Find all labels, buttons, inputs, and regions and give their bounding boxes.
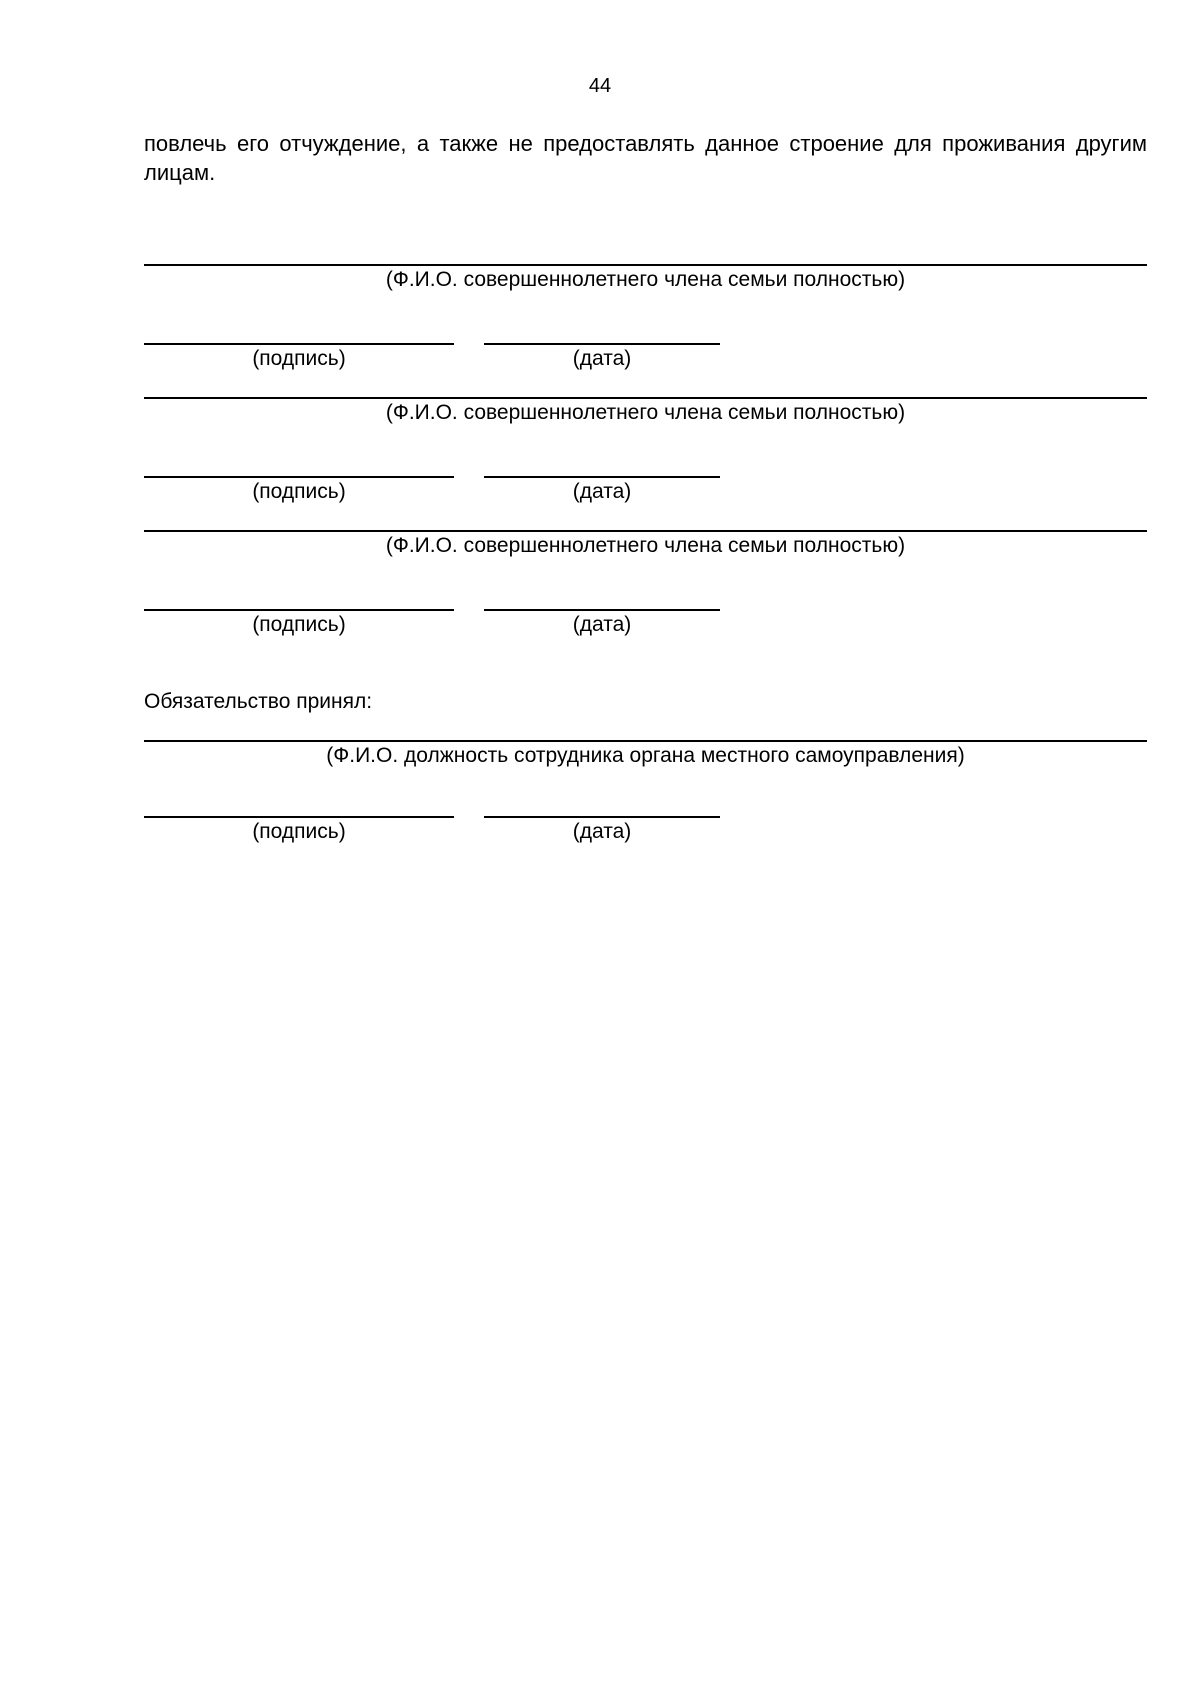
member-signature-row (144, 476, 1147, 536)
date-fill-line[interactable] (484, 609, 720, 611)
name-fill-line[interactable] (144, 397, 1147, 399)
date-field (484, 476, 720, 505)
date-label: (дата) (572, 613, 632, 636)
member-signature-row (144, 609, 1147, 669)
member-name-block (144, 264, 1147, 293)
name-caption: (Ф.И.О. совершеннолетнего члена семьи полностью) (385, 268, 906, 291)
date-fill-line[interactable] (484, 816, 720, 818)
signature-label: (подпись) (252, 480, 346, 503)
page-number: 44 (588, 75, 612, 97)
official-name-fill-line[interactable] (144, 740, 1147, 742)
signature-field (144, 609, 454, 638)
acceptance-heading: Обязательство принял: (144, 690, 373, 713)
official-name-caption: (Ф.И.О. должность сотрудника органа местного самоуправления) (326, 744, 965, 767)
date-fill-line[interactable] (484, 343, 720, 345)
member-name-block (144, 530, 1147, 559)
member-signature-row (144, 343, 1147, 403)
date-field (484, 816, 720, 845)
intro-paragraph: повлечь его отчуждение, а также не предоставлять данное строение для проживания другим лицам. (144, 131, 1147, 185)
date-field (484, 343, 720, 372)
signature-label: (подпись) (252, 613, 346, 636)
date-fill-line[interactable] (484, 476, 720, 478)
signature-label: (подпись) (252, 820, 346, 843)
date-field (484, 609, 720, 638)
signature-fill-line[interactable] (144, 609, 454, 611)
signature-fill-line[interactable] (144, 476, 454, 478)
date-label: (дата) (572, 480, 632, 503)
date-label: (дата) (572, 347, 632, 370)
name-fill-line[interactable] (144, 264, 1147, 266)
date-label: (дата) (572, 820, 632, 843)
signature-fill-line[interactable] (144, 816, 454, 818)
name-caption: (Ф.И.О. совершеннолетнего члена семьи полностью) (385, 534, 906, 557)
signature-field (144, 476, 454, 505)
signature-label: (подпись) (252, 347, 346, 370)
official-signature-row (144, 816, 1147, 876)
signature-fill-line[interactable] (144, 343, 454, 345)
official-name-block (144, 740, 1147, 769)
name-caption: (Ф.И.О. совершеннолетнего члена семьи полностью) (385, 401, 906, 424)
name-fill-line[interactable] (144, 530, 1147, 532)
member-name-block (144, 397, 1147, 426)
signature-field (144, 816, 454, 845)
signature-field (144, 343, 454, 372)
